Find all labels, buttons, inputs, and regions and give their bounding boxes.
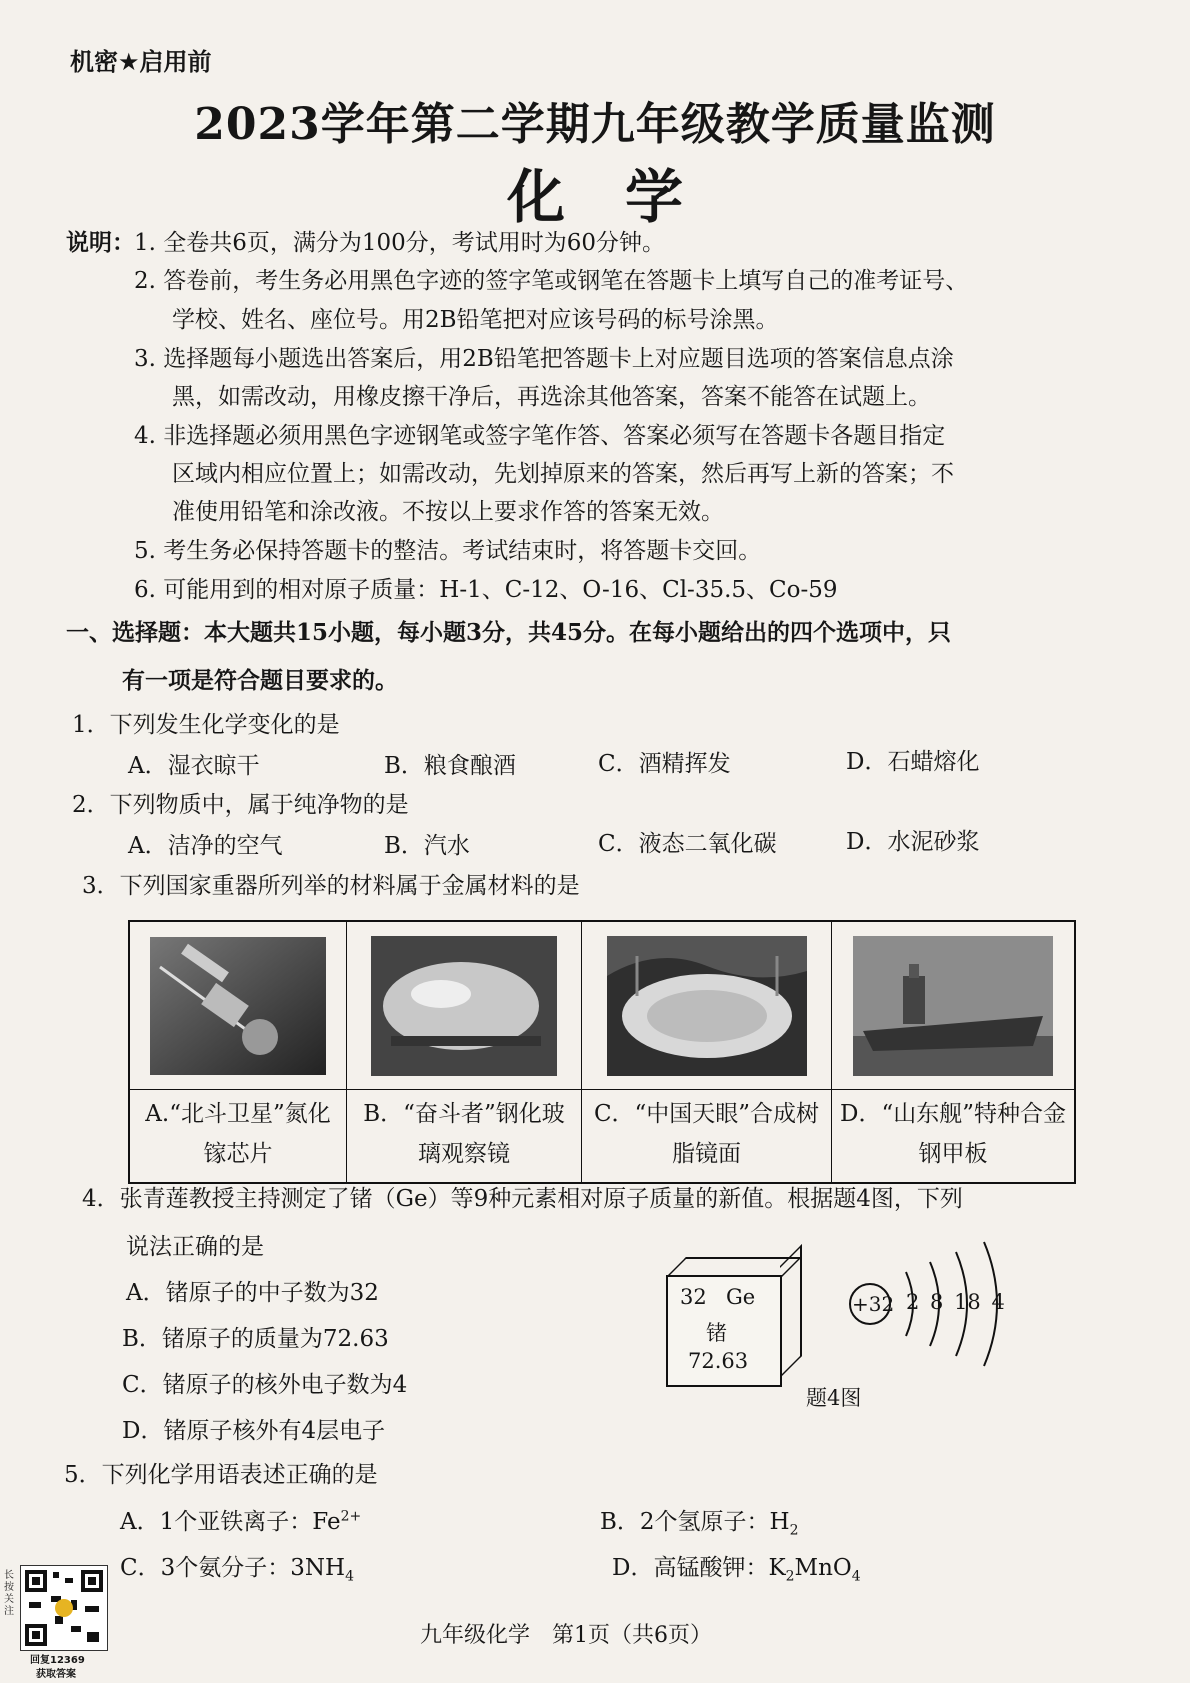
q5-option-d: D．高锰酸钾：$K_2MnO_4$: [612, 1555, 861, 1585]
submersible-image: [371, 936, 557, 1076]
q5-stem: 5．下列化学用语表述正确的是: [64, 1462, 378, 1488]
section-heading: 一、选择题：本大题共15小题，每小题3分，共45分。在每小题给出的四个选项中，只: [66, 619, 952, 646]
q4-stem-cont: 说法正确的是: [126, 1234, 264, 1260]
electron-shells: 2 8 18 4: [906, 1290, 1005, 1314]
instruction-line: 黑，如需改动，用橡皮擦干净后，再选涂其他答案，答案不能答在试题上。: [172, 384, 931, 410]
q3-option-a: A.“北斗卫星”氮化镓芯片: [130, 1090, 347, 1182]
instruction-line: 2. 答卷前，考生务必用黑色字迹的签字笔或钢笔在答题卡上填写自己的准考证号、: [134, 268, 969, 294]
element-name: 锗: [706, 1321, 727, 1345]
confidential-label: 机密★启用前: [70, 48, 212, 76]
qr-caption-2: 获取答案: [36, 1669, 76, 1680]
q3-option-c: C．“中国天眼”合成树脂镜面: [582, 1090, 832, 1182]
q4-option-b: B．锗原子的质量为72.63: [122, 1326, 389, 1352]
qr-code[interactable]: [20, 1565, 108, 1651]
q3-image-table: [128, 920, 1076, 1184]
qr-code-icon: [21, 1566, 107, 1650]
atomic-mass: 72.63: [688, 1349, 749, 1373]
instruction-line: 3. 选择题每小题选出答案后，用2B铅笔把答题卡上对应题目选项的答案信息点涂: [134, 346, 954, 372]
telescope-image: [607, 936, 807, 1076]
element-symbol: Ge: [726, 1285, 756, 1309]
page-footer: 九年级化学 第1页（共6页）: [420, 1623, 712, 1648]
instruction-line: 1. 全卷共6页，满分为100分，考试用时为60分钟。: [134, 230, 666, 256]
instruction-line: 学校、姓名、座位号。用2B铅笔把对应该号码的标号涂黑。: [172, 307, 779, 333]
exam-title: 2023学年第二学期九年级教学质量监测: [194, 99, 996, 150]
q4-option-c: C．锗原子的核外电子数为4: [122, 1372, 408, 1398]
q3-image-c: [582, 922, 832, 1090]
q4-option-a: A．锗原子的中子数为32: [126, 1280, 379, 1306]
q5-option-b: B．2个氢原子：$H_2$: [600, 1509, 799, 1539]
atomic-number: 32: [680, 1285, 707, 1309]
q2-stem: 2．下列物质中，属于纯净物的是: [72, 792, 409, 818]
q2-option-d: D．水泥砂浆: [846, 829, 980, 855]
q1-option-d: D．石蜡熔化: [846, 749, 980, 775]
instructions-label: 说明：: [66, 229, 135, 256]
q1-option-c: C．酒精挥发: [598, 751, 731, 777]
q1-option-a: A．湿衣晾干: [128, 753, 260, 779]
instruction-line: 区域内相应位置上；如需改动，先划掉原来的答案，然后再写上新的答案；不: [172, 461, 954, 487]
satellite-image: [150, 937, 326, 1075]
section-heading-cont: 有一项是符合题目要求的。: [122, 667, 398, 694]
q1-option-b: B．粮食酿酒: [384, 753, 516, 779]
q4-stem: 4．张青莲教授主持测定了锗（Ge）等9种元素相对原子质量的新值。根据题4图，下列: [82, 1186, 963, 1212]
instruction-line: 4. 非选择题必须用黑色字迹钢笔或签字笔作答、答案必须写在答题卡各题目指定: [134, 423, 946, 449]
q3-image-b: [347, 922, 582, 1090]
aircraft-carrier-image: [853, 936, 1053, 1076]
qr-side-text: 长按关注: [4, 1570, 14, 1617]
instruction-line: 准使用铅笔和涂改液。不按以上要求作答的答案无效。: [172, 499, 724, 525]
q3-image-d: [832, 922, 1074, 1090]
element-card: [666, 1275, 782, 1387]
instruction-line: 5. 考生务必保持答题卡的整洁。考试结束时，将答题卡交回。: [134, 538, 762, 564]
qr-caption-1: 回复12369: [30, 1655, 85, 1666]
subject-title: 化学: [506, 163, 743, 231]
q1-stem: 1．下列发生化学变化的是: [72, 712, 340, 738]
q2-option-c: C．液态二氧化碳: [598, 831, 777, 857]
q3-image-a: [130, 922, 347, 1090]
q3-option-b: B．“奋斗者”钢化玻璃观察镜: [347, 1090, 582, 1182]
nucleus-charge: +32: [852, 1292, 895, 1316]
q5-option-a: A．1个亚铁离子：$Fe^{2+}$: [120, 1508, 362, 1535]
q5-option-c: C．3个氨分子：$3NH_4$: [120, 1555, 354, 1585]
q4-option-d: D．锗原子核外有4层电子: [122, 1418, 386, 1444]
q3-option-d: D．“山东舰”特种合金钢甲板: [840, 1101, 1066, 1167]
q3-stem: 3．下列国家重器所列举的材料属于金属材料的是: [82, 873, 580, 899]
instruction-line: 6. 可能用到的相对原子质量：H-1、C-12、O-16、Cl-35.5、Co-59: [134, 577, 838, 603]
q2-option-a: A．洁净的空气: [128, 833, 283, 859]
figure-caption: 题4图: [806, 1386, 862, 1410]
q2-option-b: B．汽水: [384, 833, 470, 859]
